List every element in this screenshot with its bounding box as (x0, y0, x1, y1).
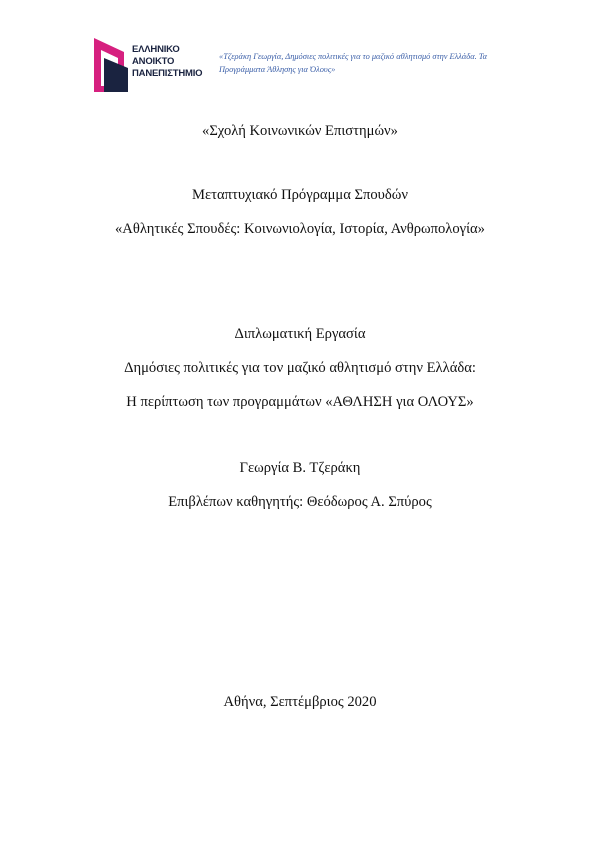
author-name: Γεωργία Β. Τζεράκη (239, 460, 361, 476)
university-logo-icon (94, 38, 128, 92)
program-title: «Αθλητικές Σπουδές: Κοινωνιολογία, Ιστορία, Ανθρωπολογία» (115, 221, 485, 237)
school-name: «Σχολή Κοινωνικών Επιστημών» (202, 123, 398, 139)
university-logo (94, 36, 214, 94)
thesis-title-line-2: Η περίπτωση των προγραμμάτων «ΑΘΛΗΣΗ για ΟΛΟΥΣ» (126, 394, 474, 410)
university-logo-text (132, 44, 202, 80)
header-citation-note: «Τζεράκη Γεωργία, Δημόσιες πολιτικές για το μαζικό αθλητισμό στην Ελλάδα. Τα Προγράμματα Άθλησης για Όλους» (219, 52, 488, 74)
logo-line-3: ΠΑΝΕΠΙΣΤΗΜΙΟ (132, 68, 203, 79)
logo-line-2: ΑΝΟΙΚΤΟ (132, 56, 175, 67)
supervisor: Επιβλέπων καθηγητής: Θεόδωρος Α. Σπύρος (168, 494, 432, 510)
place-date: Αθήνα, Σεπτέμβριος 2020 (223, 694, 377, 710)
program-name: Μεταπτυχιακό Πρόγραμμα Σπουδών (191, 187, 408, 203)
document-header (94, 36, 514, 94)
thesis-type: Διπλωματική Εργασία (234, 326, 366, 342)
thesis-title-line-1: Δημόσιες πολιτικές για τον μαζικό αθλητισμό στην Ελλάδα: (124, 360, 476, 376)
logo-line-1: ΕΛΛΗΝΙΚΟ (132, 44, 180, 55)
